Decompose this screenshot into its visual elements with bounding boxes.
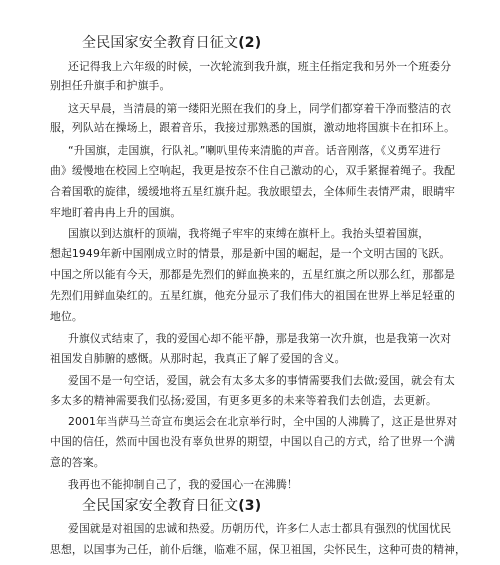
paragraph-line: 还记得我上六年级的时候，一次轮流到我升旗，班主任指定我和另外一个班委分	[68, 60, 452, 73]
paragraph-line: 想起1949年新中国刚成立时的情景，那是新中国的崛起，是一个文明古国的飞跃。	[50, 247, 451, 260]
paragraph-line: 曲》缓慢地在校园上空响起，我更是按奈不住自己激动的心，双手紧握着绳子。我配	[50, 164, 456, 177]
paragraph-line: 国旗以到达旗杆的顶端，我将绳子牢牢的束缚在旗杆上。我抬头望着国旗，	[68, 227, 430, 240]
section-title-text: 全民国家安全教育日征文	[82, 498, 239, 514]
section-title-number: (2)	[238, 35, 262, 51]
paragraph-line: 服，列队站在操场上，跟着音乐，我接过那熟悉的国旗，激动地将国旗卡在扣环上。	[50, 121, 456, 134]
paragraph-line: 地位。	[50, 310, 83, 323]
paragraph-line: 这天早晨，当清晨的第一缕阳光照在我们的身上，同学们都穿着干净而整洁的衣	[68, 102, 452, 115]
paragraph-line: 意的答案。	[50, 456, 105, 469]
paragraph-line: 思想，以国事为己任，前仆后继，临难不屈，保卫祖国，尖怀民生，这种可贵的精神，	[50, 543, 466, 556]
section-title-text: 全民国家安全教育日征文	[82, 35, 239, 51]
paragraph-line: 中国之所以能有今天，那都是先烈们的鲜血换来的，五星红旗之所以那么红，那都是	[50, 268, 456, 281]
paragraph-line: “升国旗，走国旗，行队礼。”喇叭里传来清脆的声音。话音刚落，《义勇军进行	[68, 144, 441, 157]
paragraph-line: 爱国就是对祖国的忠诚和热爱。历朝历代，许多仁人志士都具有强烈的忧国忧民	[68, 522, 452, 535]
paragraph-line: 牢地盯着冉冉上升的国旗。	[50, 206, 182, 219]
paragraph-line: 合着国歌的旋律，缓缓地将五星红旗升起。我放眼望去，全体师生表情严肃，眼睛牢	[50, 185, 456, 198]
paragraph-line: 先烈们用鲜血染红的。五星红旗，他充分显示了我们伟大的祖国在世界上举足轻重的	[50, 289, 456, 302]
section-title	[82, 34, 261, 52]
section-title-number: (3)	[238, 498, 262, 514]
paragraph-line: 祖国发自肺腑的感慨。从那时起，我真正了解了爱国的含义。	[50, 352, 346, 365]
paragraph-line: 别担任升旗手和护旗手。	[50, 79, 171, 92]
paragraph-line: 中国的信任，然而中国也没有辜负世界的期望，中国以自己的方式，给了世界一个满	[50, 435, 456, 448]
paragraph-line: 多太多的精神需要我们弘扬;爱国，有更多更多的未来等着我们去创造，去更新。	[50, 394, 437, 407]
paragraph-line: 爱国不是一句空话，爱国，就会有太多太多的事情需要我们去做;爱国，就会有太	[68, 374, 455, 387]
paragraph-line: 升旗仪式结束了，我的爱国心却不能平静，那是我第一次升旗，也是我第一次对	[68, 332, 452, 345]
paragraph-line: 我再也不能抑制自己了，我的爱国心一在沸腾！	[68, 478, 298, 491]
section-title	[82, 497, 261, 515]
paragraph-line: 2001年当萨马兰奇宣布奥运会在北京举行时，全中国的人沸腾了，这正是世界对	[68, 415, 458, 428]
